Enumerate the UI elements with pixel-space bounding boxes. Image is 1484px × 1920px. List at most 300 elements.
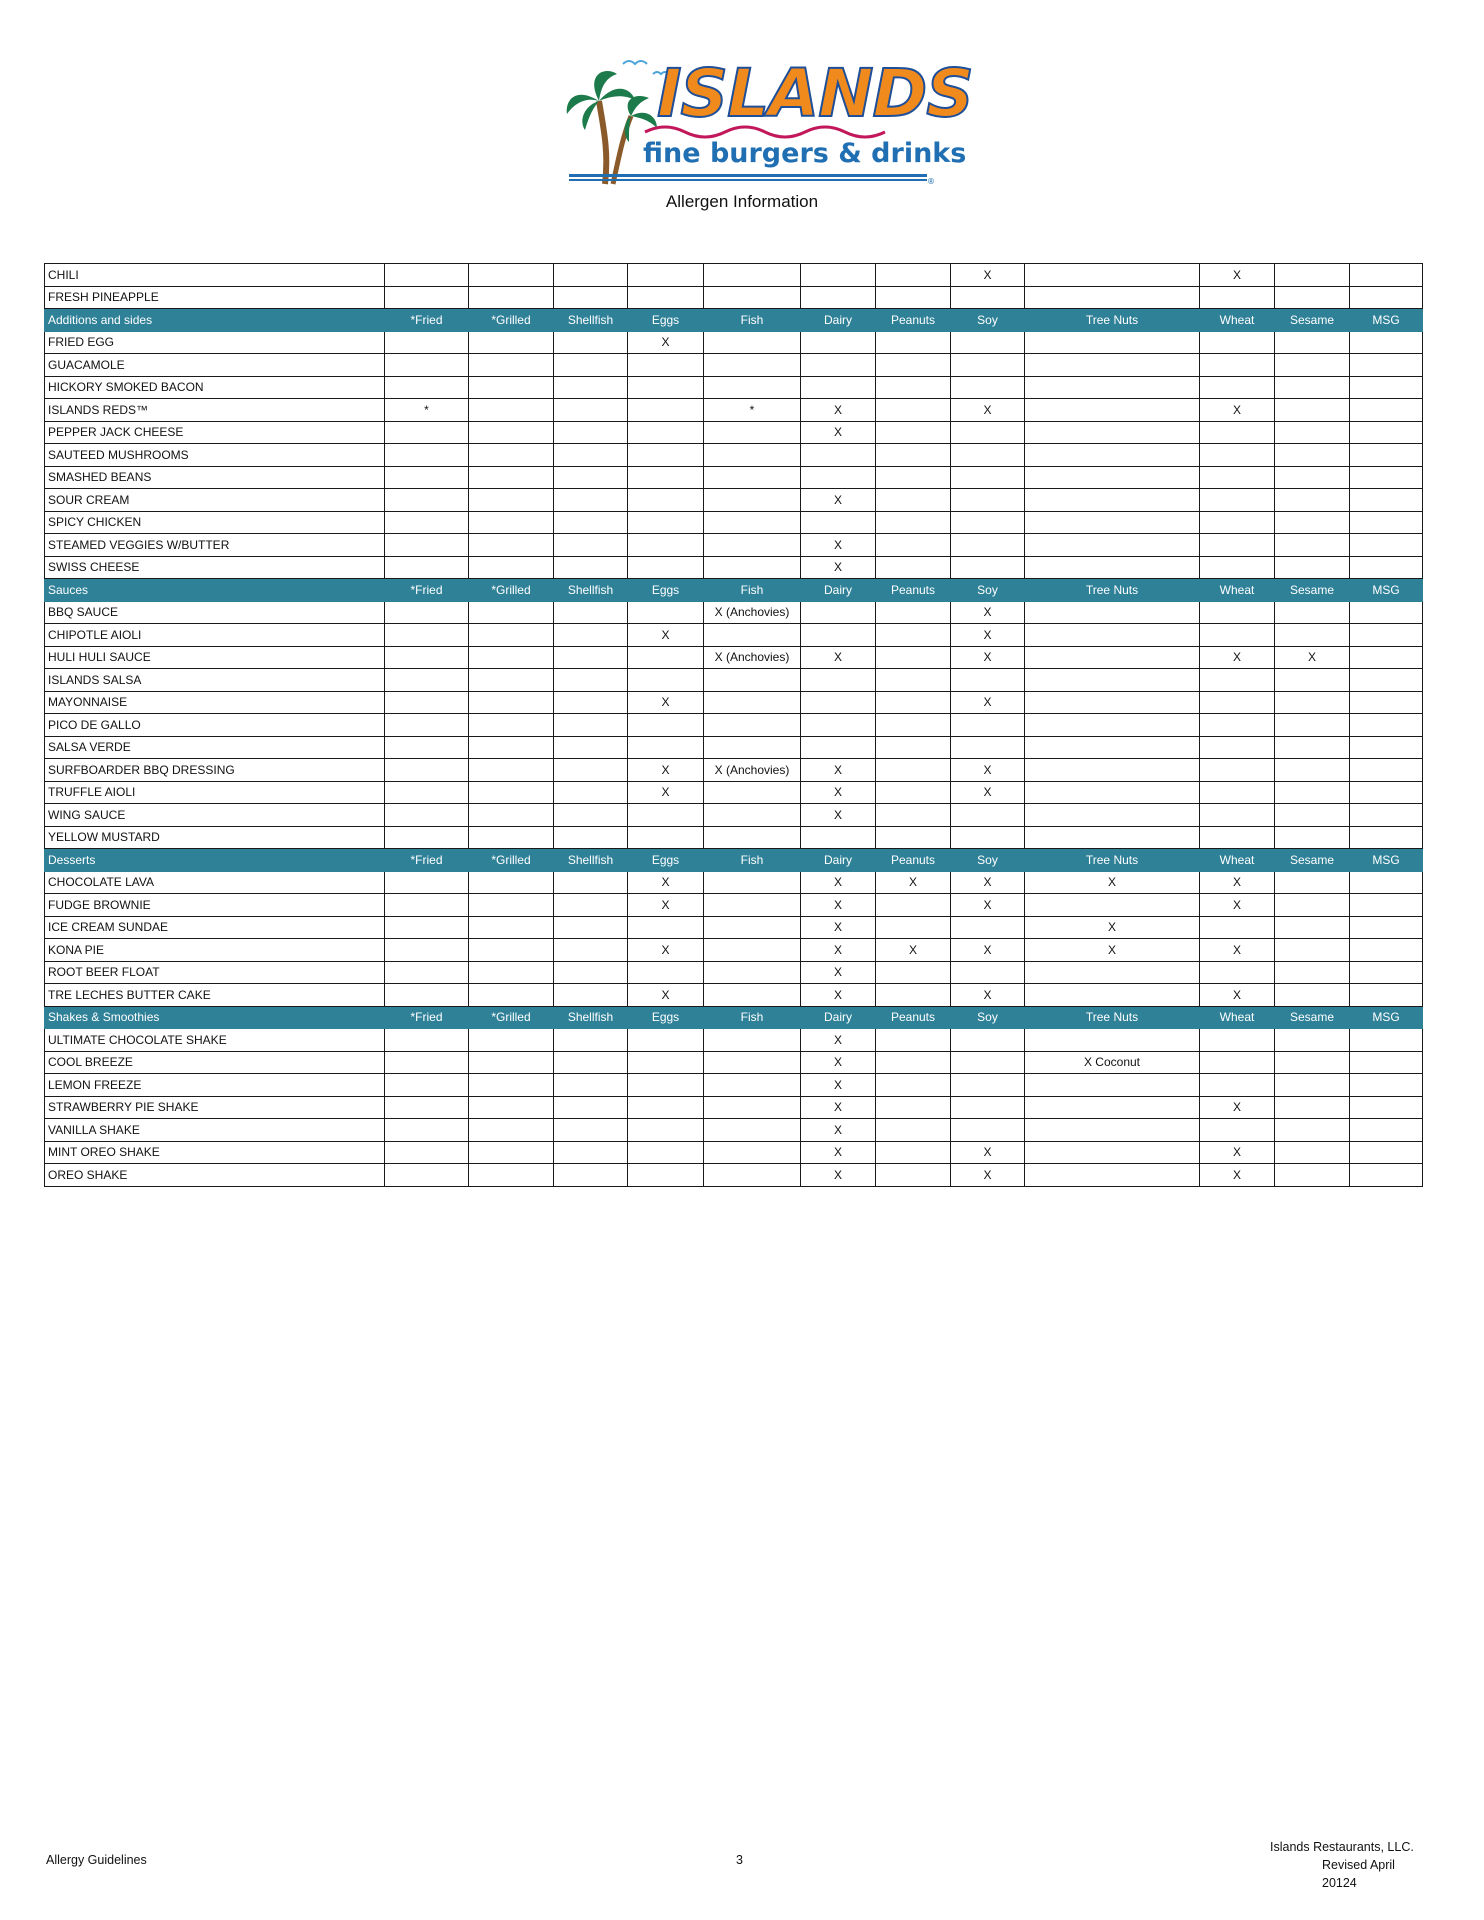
- allergen-cell: [876, 421, 951, 444]
- allergen-cell: [1025, 1141, 1200, 1164]
- allergen-cell: [951, 804, 1025, 827]
- allergen-cell: X: [628, 331, 704, 354]
- column-header: Wheat: [1200, 1006, 1275, 1029]
- allergen-cell: X: [801, 894, 876, 917]
- allergen-cell: [1200, 804, 1275, 827]
- allergen-cell: [1350, 826, 1423, 849]
- allergen-cell: [951, 714, 1025, 737]
- column-header: Shellfish: [554, 1006, 628, 1029]
- allergen-cell: [628, 444, 704, 467]
- allergen-cell: [554, 624, 628, 647]
- allergen-cell: X: [801, 961, 876, 984]
- allergen-cell: [628, 1141, 704, 1164]
- allergen-cell: [1275, 444, 1350, 467]
- column-header: MSG: [1350, 579, 1423, 602]
- table-row: [45, 826, 1423, 849]
- allergen-cell: [469, 624, 554, 647]
- allergen-cell: [628, 1164, 704, 1187]
- allergen-cell: [1275, 399, 1350, 422]
- allergen-cell: [1275, 961, 1350, 984]
- allergen-cell: [1350, 1164, 1423, 1187]
- allergen-cell: [385, 331, 469, 354]
- table-row: [45, 444, 1423, 467]
- allergen-cell: X: [1200, 894, 1275, 917]
- allergen-cell: [554, 421, 628, 444]
- allergen-cell: [1350, 399, 1423, 422]
- allergen-cell: [628, 376, 704, 399]
- allergen-cell: [1275, 601, 1350, 624]
- allergen-cell: [554, 669, 628, 692]
- allergen-cell: [704, 534, 801, 557]
- allergen-cell: [385, 466, 469, 489]
- allergen-cell: X: [1200, 984, 1275, 1007]
- allergen-cell: [876, 511, 951, 534]
- allergen-cell: [1350, 871, 1423, 894]
- table-row: [45, 466, 1423, 489]
- table-row: [45, 421, 1423, 444]
- allergen-cell: [876, 624, 951, 647]
- allergen-cell: [1275, 511, 1350, 534]
- allergen-cell: [469, 601, 554, 624]
- allergen-cell: [554, 1096, 628, 1119]
- allergen-cell: [1200, 376, 1275, 399]
- allergen-cell: [876, 826, 951, 849]
- allergen-cell: [1025, 691, 1200, 714]
- logo-tagline: fine burgers & drinks: [643, 138, 967, 169]
- allergen-cell: [704, 804, 801, 827]
- allergen-cell: [1350, 691, 1423, 714]
- allergen-cell: [704, 511, 801, 534]
- allergen-cell: [704, 939, 801, 962]
- item-name: FUDGE BROWNIE: [45, 894, 385, 917]
- table-row: [45, 1141, 1423, 1164]
- column-header: *Fried: [385, 309, 469, 332]
- allergen-cell: [704, 444, 801, 467]
- allergen-cell: [876, 376, 951, 399]
- footer-company-block: [1270, 1838, 1450, 1892]
- allergen-cell: [1200, 1029, 1275, 1052]
- allergen-cell: [1275, 1096, 1350, 1119]
- allergen-cell: [469, 1096, 554, 1119]
- allergen-cell: [469, 534, 554, 557]
- column-header: Tree Nuts: [1025, 309, 1200, 332]
- allergen-cell: X: [876, 871, 951, 894]
- allergen-cell: [876, 489, 951, 512]
- allergen-cell: [385, 759, 469, 782]
- allergen-cell: [1350, 534, 1423, 557]
- allergen-cell: [554, 489, 628, 512]
- allergen-cell: X: [951, 781, 1025, 804]
- allergen-cell: [554, 871, 628, 894]
- allergen-cell: X: [628, 781, 704, 804]
- allergen-cell: [385, 511, 469, 534]
- allergen-cell: [704, 466, 801, 489]
- allergen-cell: [1025, 1029, 1200, 1052]
- allergen-cell: [1025, 421, 1200, 444]
- allergen-cell: [801, 714, 876, 737]
- allergen-cell: [1025, 376, 1200, 399]
- allergen-cell: [951, 1051, 1025, 1074]
- allergen-cell: [385, 354, 469, 377]
- section-header-row: [45, 849, 1423, 872]
- item-name: LEMON FREEZE: [45, 1074, 385, 1097]
- allergen-cell: [469, 399, 554, 422]
- allergen-cell: [385, 646, 469, 669]
- item-name: ICE CREAM SUNDAE: [45, 916, 385, 939]
- page-number: 3: [736, 1853, 743, 1867]
- column-header: MSG: [1350, 309, 1423, 332]
- allergen-cell: [1025, 444, 1200, 467]
- allergen-cell: [951, 421, 1025, 444]
- allergen-cell: [1350, 894, 1423, 917]
- allergen-cell: [554, 1029, 628, 1052]
- allergen-cell: X: [951, 691, 1025, 714]
- allergen-cell: [1025, 894, 1200, 917]
- allergen-cell: [876, 1096, 951, 1119]
- allergen-cell: [1350, 1074, 1423, 1097]
- allergen-cell: [1025, 264, 1200, 287]
- allergen-cell: [385, 939, 469, 962]
- allergen-cell: [628, 736, 704, 759]
- allergen-cell: [469, 939, 554, 962]
- allergen-cell: X: [1200, 939, 1275, 962]
- item-name: ROOT BEER FLOAT: [45, 961, 385, 984]
- allergen-cell: [876, 781, 951, 804]
- allergen-cell: [554, 601, 628, 624]
- document-title: Allergen Information: [665, 192, 819, 211]
- allergen-cell: [628, 601, 704, 624]
- allergen-cell: [704, 489, 801, 512]
- allergen-cell: [951, 1096, 1025, 1119]
- item-name: COOL BREEZE: [45, 1051, 385, 1074]
- allergen-cell: [628, 264, 704, 287]
- allergen-cell: [628, 714, 704, 737]
- allergen-cell: [385, 601, 469, 624]
- allergen-cell: [704, 1029, 801, 1052]
- allergen-cell: [385, 984, 469, 1007]
- allergen-cell: [628, 804, 704, 827]
- allergen-cell: [1275, 759, 1350, 782]
- allergen-cell: [951, 534, 1025, 557]
- item-name: GUACAMOLE: [45, 354, 385, 377]
- allergen-cell: [554, 826, 628, 849]
- table-row: [45, 286, 1423, 309]
- table-row: [45, 534, 1423, 557]
- allergen-cell: [1025, 534, 1200, 557]
- allergen-cell: [1025, 466, 1200, 489]
- allergen-cell: X: [951, 624, 1025, 647]
- allergen-cell: [951, 489, 1025, 512]
- allergen-cell: X: [801, 871, 876, 894]
- table-row: [45, 489, 1423, 512]
- allergen-cell: X: [628, 624, 704, 647]
- allergen-cell: [704, 1051, 801, 1074]
- allergen-cell: [704, 871, 801, 894]
- column-header: Sesame: [1275, 309, 1350, 332]
- allergen-cell: [469, 826, 554, 849]
- allergen-cell: X Coconut: [1025, 1051, 1200, 1074]
- allergen-cell: X (Anchovies): [704, 646, 801, 669]
- item-name: CHIPOTLE AIOLI: [45, 624, 385, 647]
- allergen-cell: [1275, 916, 1350, 939]
- allergen-cell: [876, 714, 951, 737]
- allergen-cell: [469, 894, 554, 917]
- column-header: MSG: [1350, 1006, 1423, 1029]
- allergen-cell: [1275, 1119, 1350, 1142]
- allergen-cell: [1275, 714, 1350, 737]
- allergen-cell: [1025, 961, 1200, 984]
- column-header: Eggs: [628, 849, 704, 872]
- allergen-cell: [385, 556, 469, 579]
- allergen-cell: [1350, 736, 1423, 759]
- allergen-cell: X: [801, 781, 876, 804]
- column-header: Soy: [951, 849, 1025, 872]
- allergen-cell: [385, 1119, 469, 1142]
- allergen-cell: X: [951, 646, 1025, 669]
- allergen-cell: [704, 714, 801, 737]
- table-row: [45, 669, 1423, 692]
- column-header: Shellfish: [554, 849, 628, 872]
- allergen-cell: [1025, 354, 1200, 377]
- allergen-cell: [628, 354, 704, 377]
- allergen-cell: [704, 781, 801, 804]
- allergen-cell: [554, 286, 628, 309]
- column-header: Sesame: [1275, 579, 1350, 602]
- allergen-cell: [801, 354, 876, 377]
- allergen-cell: [801, 826, 876, 849]
- allergen-cell: X: [801, 759, 876, 782]
- allergen-cell: [554, 984, 628, 1007]
- allergen-cell: [876, 534, 951, 557]
- allergen-cell: [1275, 421, 1350, 444]
- allergen-cell: [1200, 601, 1275, 624]
- allergen-cell: [801, 444, 876, 467]
- allergen-cell: [801, 466, 876, 489]
- allergen-cell: [876, 804, 951, 827]
- item-name: ISLANDS SALSA: [45, 669, 385, 692]
- item-name: FRIED EGG: [45, 331, 385, 354]
- item-name: PEPPER JACK CHEESE: [45, 421, 385, 444]
- table-row: [45, 984, 1423, 1007]
- allergen-cell: [385, 534, 469, 557]
- allergen-cell: [385, 894, 469, 917]
- allergen-cell: [951, 444, 1025, 467]
- allergen-cell: [469, 714, 554, 737]
- allergen-cell: [704, 331, 801, 354]
- allergen-cell: [1350, 1051, 1423, 1074]
- allergen-cell: [469, 1029, 554, 1052]
- section-title: Desserts: [45, 849, 385, 872]
- item-name: WING SAUCE: [45, 804, 385, 827]
- column-header: Shellfish: [554, 309, 628, 332]
- allergen-cell: [469, 691, 554, 714]
- allergen-cell: [1350, 511, 1423, 534]
- allergen-cell: X: [801, 556, 876, 579]
- allergen-cell: X: [801, 534, 876, 557]
- column-header: *Grilled: [469, 579, 554, 602]
- allergen-cell: [704, 556, 801, 579]
- allergen-cell: [628, 669, 704, 692]
- allergen-cell: [951, 1029, 1025, 1052]
- allergen-cell: [1025, 556, 1200, 579]
- allergen-cell: [628, 1029, 704, 1052]
- allergen-cell: [876, 691, 951, 714]
- allergen-cell: [628, 961, 704, 984]
- allergen-cell: [469, 511, 554, 534]
- allergen-cell: X: [1200, 871, 1275, 894]
- column-header: Fish: [704, 849, 801, 872]
- table-row: [45, 1051, 1423, 1074]
- allergen-cell: [704, 264, 801, 287]
- allergen-cell: [1350, 264, 1423, 287]
- allergen-cell: X: [628, 759, 704, 782]
- allergen-cell: [704, 691, 801, 714]
- allergen-cell: [1350, 556, 1423, 579]
- allergen-cell: [1350, 961, 1423, 984]
- section-header-row: [45, 309, 1423, 332]
- allergen-cell: [469, 1119, 554, 1142]
- allergen-cell: X: [628, 939, 704, 962]
- item-name: CHOCOLATE LAVA: [45, 871, 385, 894]
- allergen-cell: [876, 984, 951, 1007]
- allergen-cell: [1350, 939, 1423, 962]
- allergen-cell: [554, 1074, 628, 1097]
- allergen-cell: [554, 264, 628, 287]
- allergen-cell: [1350, 444, 1423, 467]
- allergen-cell: X: [801, 804, 876, 827]
- allergen-cell: [1200, 1074, 1275, 1097]
- allergen-cell: X: [801, 939, 876, 962]
- allergen-cell: [1025, 646, 1200, 669]
- allergen-cell: [469, 556, 554, 579]
- allergen-cell: X: [628, 871, 704, 894]
- item-name: SURFBOARDER BBQ DRESSING: [45, 759, 385, 782]
- column-header: *Grilled: [469, 309, 554, 332]
- allergen-cell: [1025, 1096, 1200, 1119]
- item-name: ISLANDS REDS™: [45, 399, 385, 422]
- item-name: SMASHED BEANS: [45, 466, 385, 489]
- allergen-cell: X: [801, 646, 876, 669]
- allergen-cell: [1350, 1096, 1423, 1119]
- table-row: [45, 624, 1423, 647]
- column-header: Fish: [704, 309, 801, 332]
- allergen-cell: [385, 669, 469, 692]
- column-header: Soy: [951, 309, 1025, 332]
- item-name: SWISS CHEESE: [45, 556, 385, 579]
- allergen-cell: [1200, 624, 1275, 647]
- item-name: STRAWBERRY PIE SHAKE: [45, 1096, 385, 1119]
- table-row: [45, 804, 1423, 827]
- allergen-cell: [876, 354, 951, 377]
- allergen-cell: [951, 736, 1025, 759]
- allergen-cell: [1275, 489, 1350, 512]
- allergen-cell: [876, 286, 951, 309]
- column-header: Tree Nuts: [1025, 579, 1200, 602]
- allergen-cell: [385, 1096, 469, 1119]
- allergen-cell: [1275, 264, 1350, 287]
- item-name: HULI HULI SAUCE: [45, 646, 385, 669]
- allergen-cell: X: [951, 601, 1025, 624]
- allergen-cell: [704, 421, 801, 444]
- allergen-cell: [554, 759, 628, 782]
- allergen-cell: [554, 894, 628, 917]
- allergen-cell: [1350, 489, 1423, 512]
- item-name: KONA PIE: [45, 939, 385, 962]
- allergen-cell: [1350, 714, 1423, 737]
- column-header: Soy: [951, 1006, 1025, 1029]
- allergen-cell: [704, 376, 801, 399]
- islands-logo: [565, 55, 973, 186]
- allergen-cell: [876, 894, 951, 917]
- logo-wordmark: ISLANDS: [657, 55, 973, 132]
- allergen-cell: [469, 489, 554, 512]
- column-header: *Fried: [385, 1006, 469, 1029]
- allergen-cell: X: [801, 399, 876, 422]
- table-row: [45, 781, 1423, 804]
- table-row: [45, 1074, 1423, 1097]
- allergen-cell: [1350, 1119, 1423, 1142]
- allergen-cell: X: [628, 691, 704, 714]
- allergen-cell: [385, 826, 469, 849]
- allergen-table: [44, 263, 1423, 1187]
- allergen-cell: [1275, 691, 1350, 714]
- allergen-cell: [1275, 534, 1350, 557]
- allergen-cell: [469, 466, 554, 489]
- allergen-cell: [628, 1096, 704, 1119]
- allergen-cell: [469, 961, 554, 984]
- allergen-cell: [469, 984, 554, 1007]
- allergen-cell: [469, 376, 554, 399]
- column-header: Dairy: [801, 849, 876, 872]
- allergen-cell: [1275, 894, 1350, 917]
- allergen-cell: X: [1200, 1164, 1275, 1187]
- allergen-cell: [469, 1164, 554, 1187]
- allergen-cell: [1025, 1119, 1200, 1142]
- table-row: [45, 399, 1423, 422]
- allergen-cell: X: [1200, 399, 1275, 422]
- column-header: Peanuts: [876, 1006, 951, 1029]
- allergen-cell: [801, 736, 876, 759]
- allergen-cell: [554, 961, 628, 984]
- column-header: Dairy: [801, 579, 876, 602]
- table-row: [45, 511, 1423, 534]
- allergen-cell: X: [951, 894, 1025, 917]
- allergen-cell: [951, 961, 1025, 984]
- allergen-cell: X: [951, 984, 1025, 1007]
- footer-revised-year: 20124: [1322, 1876, 1357, 1890]
- column-header: Tree Nuts: [1025, 1006, 1200, 1029]
- allergen-cell: [1275, 466, 1350, 489]
- allergen-cell: [1350, 376, 1423, 399]
- allergen-cell: [876, 466, 951, 489]
- allergen-cell: [554, 354, 628, 377]
- section-title: Shakes & Smoothies: [45, 1006, 385, 1029]
- allergen-cell: [876, 736, 951, 759]
- allergen-cell: [1200, 1119, 1275, 1142]
- footer-company: Islands Restaurants, LLC.: [1270, 1840, 1414, 1854]
- allergen-cell: [1200, 759, 1275, 782]
- allergen-cell: [385, 421, 469, 444]
- allergen-cell: [1025, 601, 1200, 624]
- column-header: Peanuts: [876, 579, 951, 602]
- item-name: TRUFFLE AIOLI: [45, 781, 385, 804]
- table-row: [45, 264, 1423, 287]
- column-header: MSG: [1350, 849, 1423, 872]
- allergen-cell: [951, 331, 1025, 354]
- allergen-cell: [1025, 826, 1200, 849]
- allergen-cell: [876, 759, 951, 782]
- allergen-cell: [876, 1074, 951, 1097]
